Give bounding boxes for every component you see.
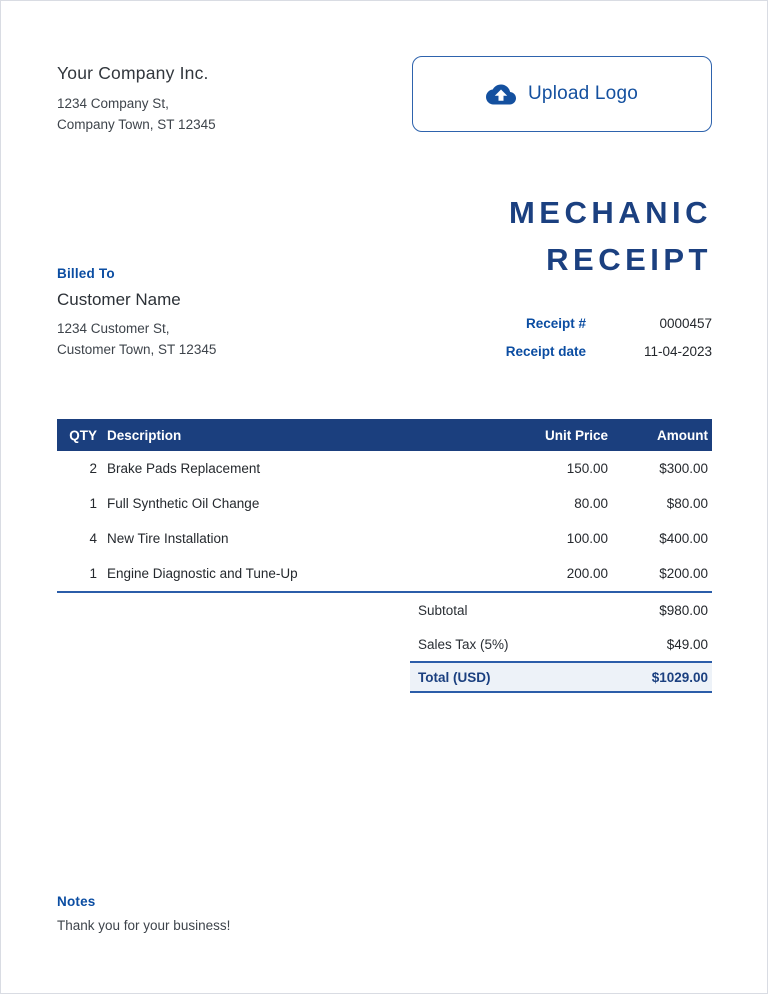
- receipt-number-row: [506, 309, 712, 337]
- page-title-line2: RECEIPT: [546, 242, 712, 277]
- header-qty: QTY: [69, 427, 97, 443]
- receipt-number-label: Receipt #: [525, 315, 586, 331]
- item-unit-price: 80.00: [574, 496, 608, 511]
- total-value: $1029.00: [651, 669, 708, 685]
- header-description: Description: [107, 427, 182, 443]
- items-table-header: [57, 419, 712, 451]
- receipt-date-label: Receipt date: [505, 343, 586, 359]
- notes-section: [57, 894, 712, 933]
- page-title: [506, 189, 712, 283]
- customer-address-line2: Customer Town, ST 12345: [57, 341, 217, 357]
- company-address: [57, 94, 216, 135]
- item-unit-price: 200.00: [566, 566, 608, 581]
- item-amount: $80.00: [666, 496, 708, 511]
- item-description: New Tire Installation: [107, 531, 229, 546]
- item-qty: 2: [89, 461, 97, 476]
- item-amount: $400.00: [659, 531, 708, 546]
- item-description: Brake Pads Replacement: [107, 461, 261, 476]
- receipt-date-row: [506, 337, 712, 365]
- header-unit-price: Unit Price: [544, 427, 608, 443]
- subtotal-value: $980.00: [659, 602, 708, 618]
- receipt-meta: [506, 309, 712, 365]
- item-qty: 1: [89, 566, 97, 581]
- item-amount: $300.00: [659, 461, 708, 476]
- total-row: [410, 661, 712, 693]
- customer-address: [57, 319, 216, 360]
- total-label: Total (USD): [418, 669, 491, 685]
- notes-heading: Notes: [57, 894, 96, 909]
- page-title-line1: MECHANIC: [508, 195, 712, 230]
- sales-tax-label: Sales Tax (5%): [418, 636, 509, 652]
- company-address-line2: Company Town, ST 12345: [57, 116, 216, 132]
- company-address-line1: 1234 Company St,: [57, 96, 169, 111]
- sales-tax-value: $49.00: [666, 636, 708, 652]
- items-table: [57, 419, 712, 593]
- header-amount: Amount: [657, 427, 708, 443]
- table-row: [57, 521, 712, 556]
- title-block: [506, 189, 712, 365]
- table-row: [57, 556, 712, 591]
- page-header: [57, 56, 712, 135]
- item-qty: 1: [89, 496, 97, 511]
- customer-name: Customer Name: [57, 290, 181, 309]
- customer-address-line1: 1234 Customer St,: [57, 321, 170, 336]
- totals-section: [410, 593, 712, 693]
- item-description: Full Synthetic Oil Change: [107, 496, 260, 511]
- billed-to-heading: Billed To: [57, 266, 115, 281]
- item-unit-price: 150.00: [566, 461, 608, 476]
- item-amount: $200.00: [659, 566, 708, 581]
- receipt-date-value: 11-04-2023: [643, 343, 712, 359]
- company-info: [57, 56, 216, 135]
- billed-to-section: [57, 189, 216, 360]
- item-unit-price: 100.00: [566, 531, 608, 546]
- item-qty: 4: [89, 531, 97, 546]
- subtotal-row: [410, 593, 712, 627]
- mid-section: [57, 189, 712, 365]
- table-row: [57, 486, 712, 521]
- table-row: [57, 451, 712, 486]
- company-name: Your Company Inc.: [57, 63, 209, 83]
- subtotal-label: Subtotal: [418, 602, 468, 618]
- sales-tax-row: [410, 627, 712, 661]
- item-description: Engine Diagnostic and Tune-Up: [107, 566, 298, 581]
- notes-text: Thank you for your business!: [57, 918, 231, 933]
- receipt-number-value: 0000457: [659, 315, 712, 331]
- upload-logo-button[interactable]: [412, 56, 712, 132]
- cloud-upload-icon: [486, 83, 516, 106]
- upload-logo-label: Upload Logo: [528, 83, 638, 104]
